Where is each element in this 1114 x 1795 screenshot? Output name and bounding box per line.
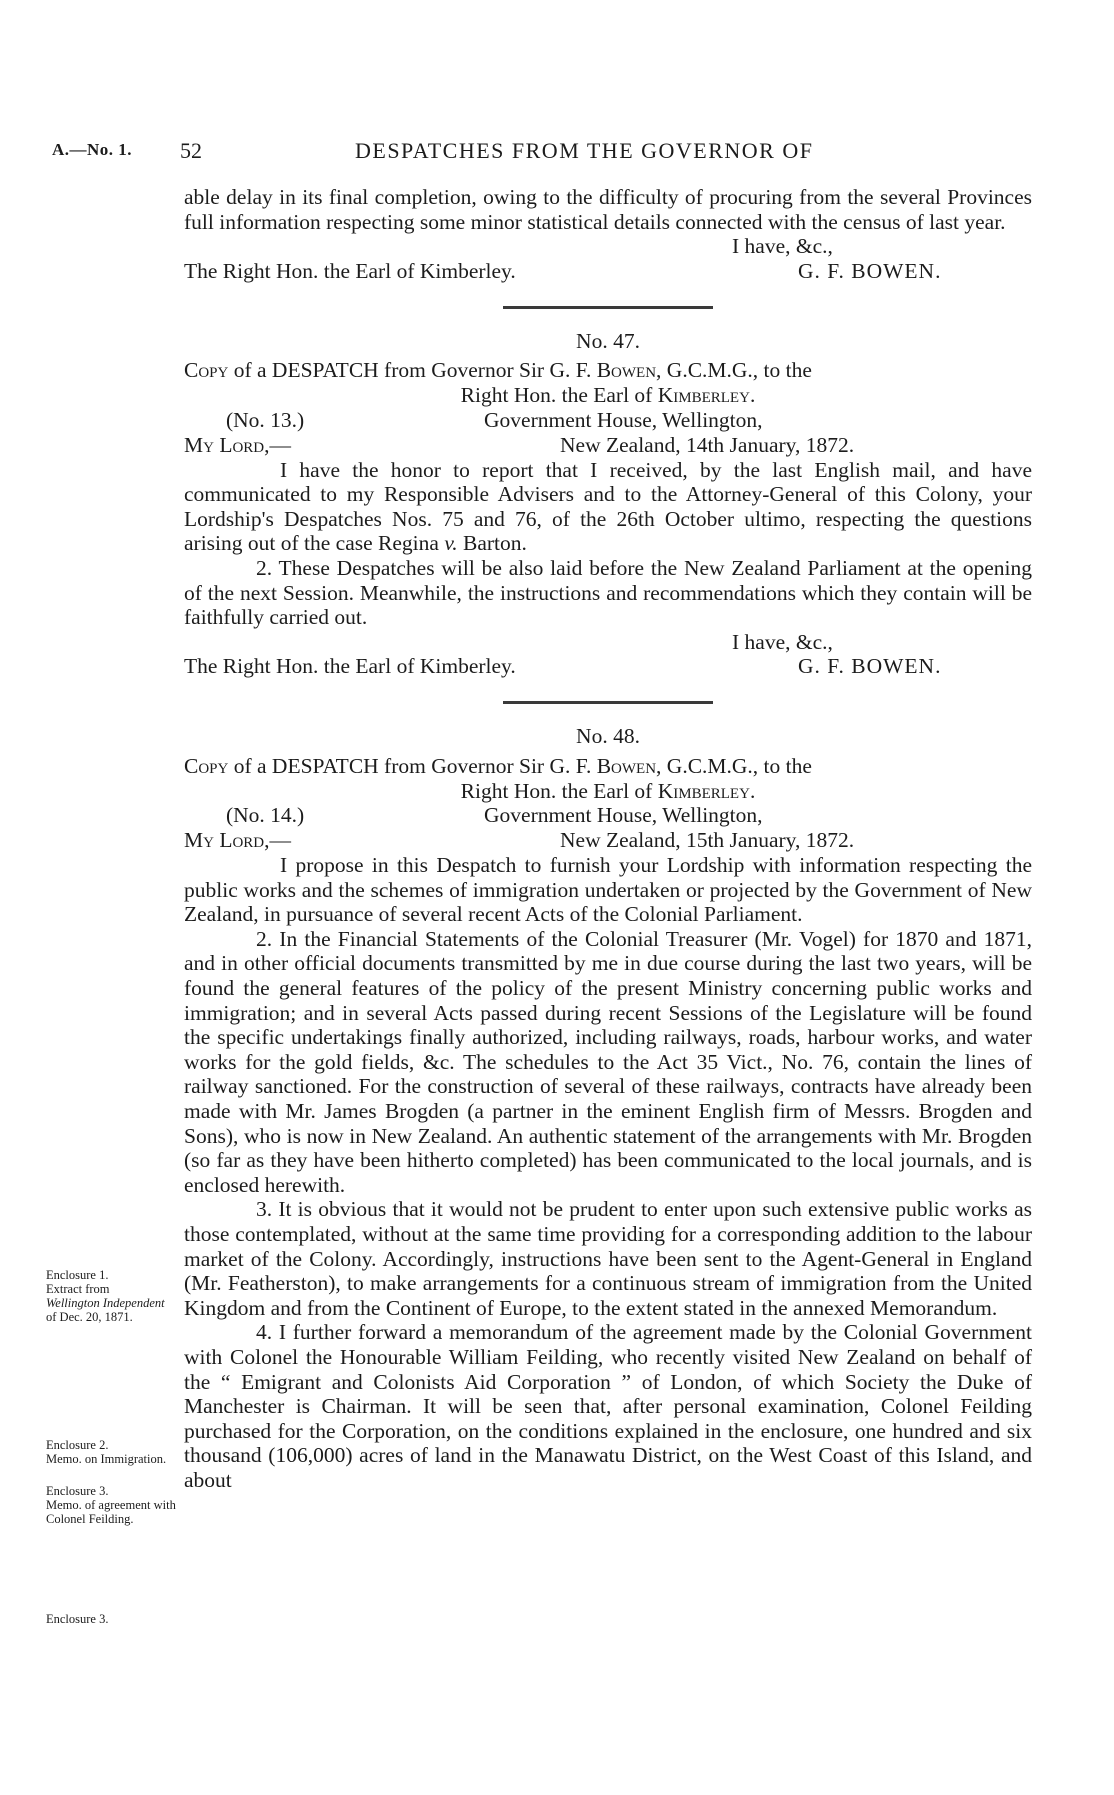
date: New Zealand, 14th January, 1872.	[560, 432, 855, 457]
running-title: DESPATCHES FROM THE GOVERNOR OF	[355, 138, 814, 163]
signature: G. F. BOWEN.	[798, 258, 942, 283]
margin-note-enclosure-3b: Enclosure 3.	[46, 1612, 109, 1626]
section-divider	[503, 701, 713, 704]
page-header	[0, 138, 1114, 168]
paper-reference: A.—No. 1.	[52, 140, 133, 159]
signature: G. F. BOWEN.	[798, 654, 942, 679]
despatch-heading-line2: Right Hon. the Earl of Kimberley.	[460, 382, 756, 407]
margin-note-enclosure-1: Enclosure 1. Extract from Wellington Independent of Dec. 20, 1871.	[46, 1268, 165, 1324]
paragraph: I propose in this Despatch to furnish your Lordship with information respecting the public works and the schemes of immigration undertaken or projected by the Government of New Zealand, in pursuance of several recent Acts of the Colonial Parliament.	[184, 853, 1032, 927]
paragraph: 3. It is obvious that it would not be prudent to enter upon such extensive public works as those contemplated, without at the same time providing for a corresponding addition to the labour market of the Colony. Accordingly, instructions have been sent to the Agent-General in England (Mr. Featherston), to make arrangements for a continuous stream of immigration from the United Kingdom and from the Continent of Europe, to the extent stated in the annexed Memorandum.	[184, 1197, 1032, 1320]
section-divider	[503, 306, 713, 309]
despatch-number: No. 47.	[576, 328, 640, 353]
body-text	[184, 185, 1032, 1493]
paragraph: 2. These Despatches will be also laid before the New Zealand Parliament at the opening of the next Session. Meanwhile, the instructions and recommendations which they contain will be faithfully carried out.	[184, 555, 1032, 630]
despatch-heading: Copy of a DESPATCH from Governor Sir G. F. Bowen, G.C.M.G., to the	[184, 753, 812, 778]
addressee: The Right Hon. the Earl of Kimberley.	[184, 654, 516, 679]
addressee: The Right Hon. the Earl of Kimberley.	[184, 258, 516, 283]
paragraph: I have the honor to report that I received, by the last English mail, and have communicated to my Responsible Advisers and to the Attorney-General of this Colony, your Lordship's Despatches Nos. 75 and 76, of the 26th October ultimo, respecting the questions arising out of the case Regina v. Barton.	[184, 457, 1032, 556]
salutation: My Lord,—	[184, 432, 292, 457]
opening-paragraph: able delay in its final completion, owing to the difficulty of procuring from the several Provinces full information respecting some minor statistical details connected with the census of last year.	[184, 185, 1032, 234]
location: Government House, Wellington,	[484, 407, 763, 432]
page-number: 52	[180, 138, 202, 163]
margin-note-enclosure-3a: Enclosure 3. Memo. of agreement with Colonel Feilding.	[46, 1484, 176, 1526]
paragraph: 2. In the Financial Statements of the Colonial Treasurer (Mr. Vogel) for 1870 and 1871, and in other official documents transmitted by me in due course during the last two years, will be found the general features of the policy of the present Ministry concerning public works and immigration; and in several Acts passed during recent Sessions of the Legislature will be found the specific undertakings finally authorized, including railways, roads, harbour works, and water works for the gold fields, &c. The schedules to the Act 35 Vict., No. 76, contain the lines of railway sanctioned. For the construction of several of these railways, contracts have already been made with Mr. James Brogden (a partner in the eminent English firm of Messrs. Brogden and Sons), who is now in New Zealand. An authentic statement of the arrangements with Mr. Brogden (so far as they have been hitherto completed) has been communicated to the local journals, and is enclosed herewith.	[184, 926, 1032, 1197]
despatch-heading: Copy of a DESPATCH from Governor Sir G. F. Bowen, G.C.M.G., to the	[184, 358, 812, 383]
date: New Zealand, 15th January, 1872.	[560, 828, 855, 853]
despatch-heading-line2: Right Hon. the Earl of Kimberley.	[460, 778, 756, 803]
despatch-ref: (No. 13.)	[226, 407, 305, 432]
location: Government House, Wellington,	[484, 803, 763, 828]
location-row	[184, 803, 1032, 828]
signature-row	[184, 654, 1032, 679]
signature-row	[184, 259, 1032, 284]
margin-note-enclosure-2: Enclosure 2. Memo. on Immigration.	[46, 1438, 167, 1466]
despatch-number: No. 48.	[576, 724, 640, 749]
despatch-48	[184, 724, 1032, 1492]
salutation: My Lord,—	[184, 828, 292, 853]
closing-formula: I have, &c.,	[732, 234, 833, 259]
date-row	[184, 828, 1032, 853]
paragraph: 4. I further forward a memorandum of the agreement made by the Colonial Government with Colonel the Honourable William Feilding, who recently visited New Zealand on behalf of the “ Emigrant and Colonists Aid Corporation ” of London, of which Society the Duke of Manchester is Chairman. It will be seen that, after personal examination, Colonel Feilding purchased for the Corporation, on the conditions explained in the enclosure, one hundred and six thousand (106,000) acres of land in the Manawatu District, on the West Coast of this Island, and about	[184, 1320, 1032, 1492]
date-row	[184, 433, 1032, 458]
closing-formula: I have, &c.,	[732, 629, 833, 654]
despatch-ref: (No. 14.)	[226, 803, 305, 828]
location-row	[184, 408, 1032, 433]
despatch-47	[184, 329, 1032, 680]
